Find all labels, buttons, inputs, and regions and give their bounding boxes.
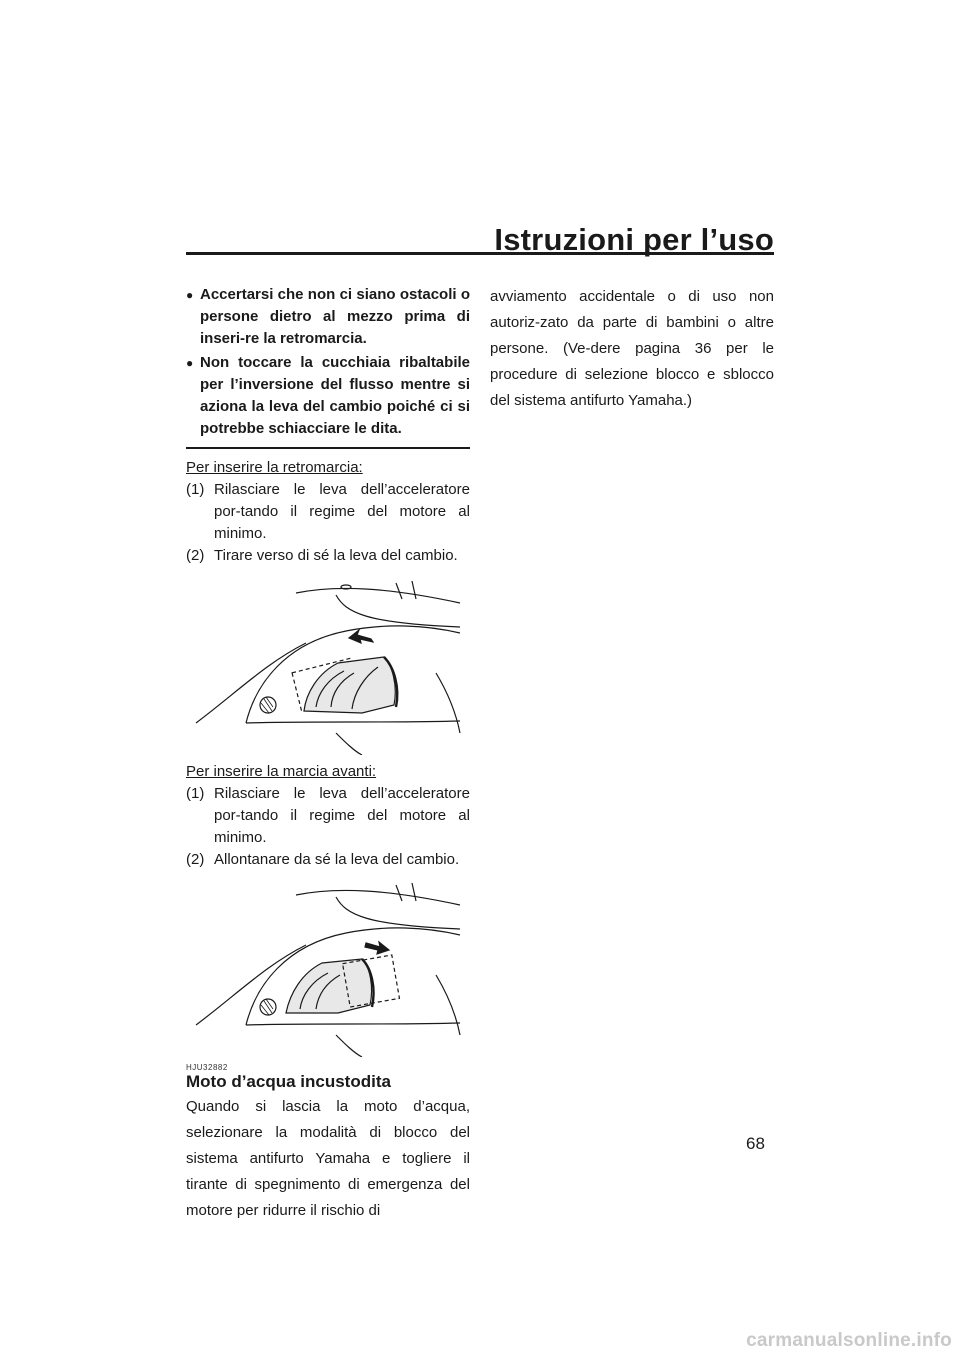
bullet-icon: ● [186, 288, 194, 302]
step-text: Allontanare da sé la leva del cambio. [214, 851, 460, 868]
left-column [186, 284, 470, 1224]
step-number: (1) [186, 481, 205, 498]
forward-shift-illustration [186, 877, 470, 1057]
step-number: (1) [186, 785, 205, 802]
forward-heading: Per inserire la marcia avanti: [186, 763, 377, 780]
forward-steps [186, 783, 470, 871]
step-item [186, 479, 470, 545]
warning-text: Accertarsi che non ci siano ostacoli o persone dietro al mezzo prima di inseri-re la retromarcia. [200, 286, 470, 347]
warning-item [186, 352, 470, 440]
watermark: carmanualsonline.info [746, 1330, 952, 1351]
step-text: Rilasciare le leva dell’acceleratore por-tando il regime del motore al minimo. [214, 785, 470, 846]
warning-end-rule [186, 447, 470, 449]
warning-list [186, 284, 470, 440]
step-text: Rilasciare le leva dell’acceleratore por-tando il regime del motore al minimo. [214, 481, 470, 542]
section-body-left: Quando si lascia la moto d’acqua, selezionare la modalità di blocco del sistema antifurto Yamaha e togliere il tirante di spegnimento di emergenza del motore per ridurre il rischio di [186, 1098, 470, 1219]
reverse-shift-illustration [186, 573, 470, 755]
reverse-steps [186, 479, 470, 567]
section-body-right: avviamento accidentale o di uso non autoriz-zato da parte di bambini o altre persone. (Ve-dere pagina 36 per le procedure di selezione blocco e sblocco del sistema antifurto Yamaha.) [490, 288, 774, 409]
title-rule [186, 252, 774, 255]
warning-item [186, 284, 470, 350]
page-number: 68 [746, 1134, 765, 1153]
step-item [186, 783, 470, 849]
step-number: (2) [186, 851, 205, 868]
step-item [186, 545, 470, 567]
step-number: (2) [186, 547, 205, 564]
section-code: HJU32882 [186, 1063, 228, 1072]
step-item [186, 849, 470, 871]
right-column [490, 284, 774, 414]
warning-text: Non toccare la cucchiaia ribaltabile per l’inversione del flusso mentre si aziona la leva del cambio poiché ci si potrebbe schiacciare le dita. [200, 354, 470, 437]
bullet-icon: ● [186, 356, 194, 370]
step-text: Tirare verso di sé la leva del cambio. [214, 547, 458, 564]
reverse-heading: Per inserire la retromarcia: [186, 459, 363, 476]
page-title: Istruzioni per l’uso [494, 222, 774, 257]
section-heading: Moto d’acqua incustodita [186, 1072, 391, 1091]
